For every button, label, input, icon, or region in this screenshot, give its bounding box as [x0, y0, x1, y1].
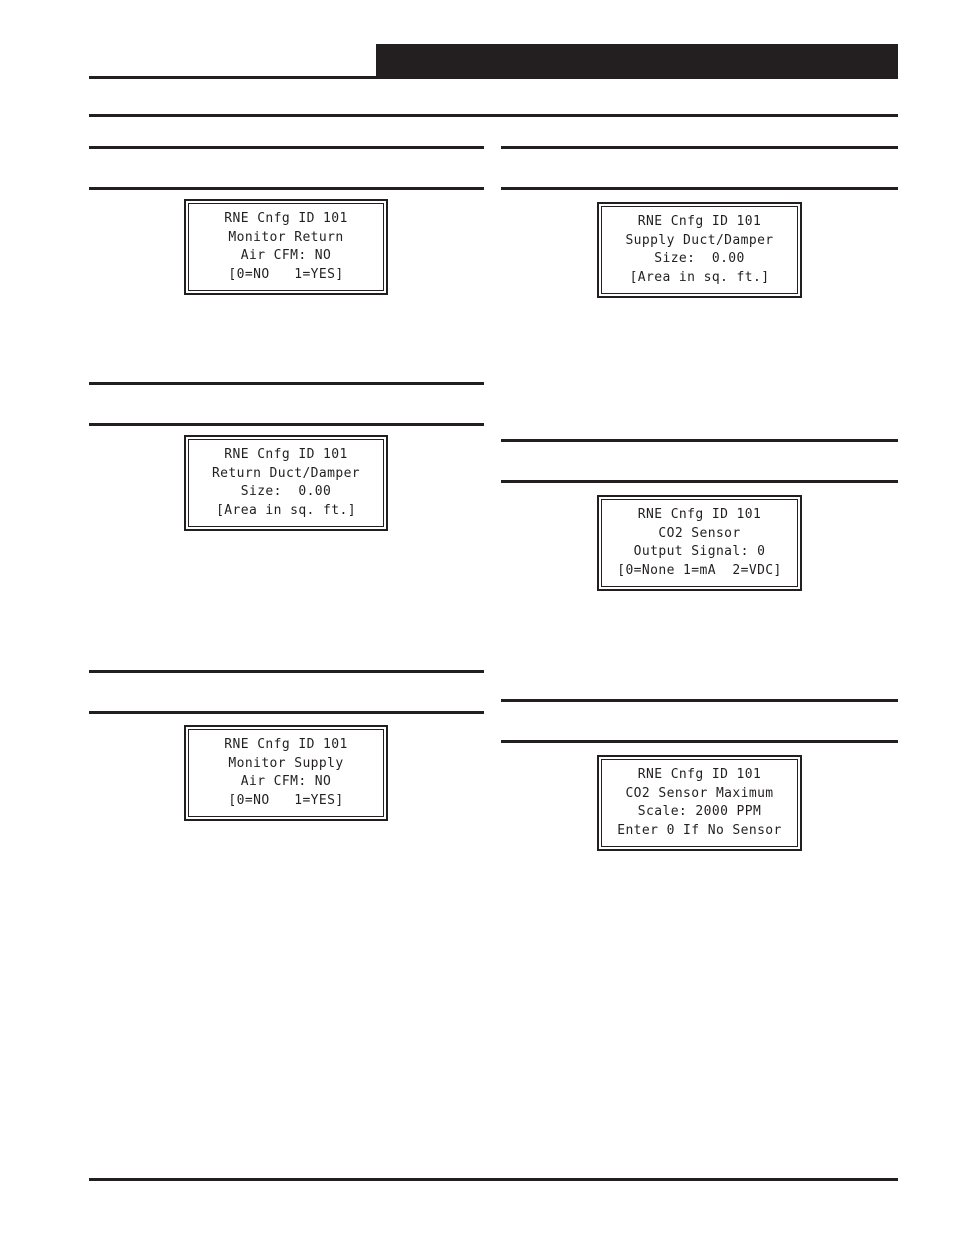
lcd-line: [0=NO 1=YES] [228, 792, 344, 808]
lcd-line: RNE Cnfg ID 101 [637, 507, 762, 522]
right-rule-3a [501, 699, 898, 702]
lcd-line: [0=None 1=mA 2=VDC] [617, 562, 782, 578]
lcd-line: Size: 0.00 [240, 484, 332, 499]
right-rule-1a [501, 146, 898, 149]
right-rule-3b [501, 740, 898, 743]
header-bar [376, 44, 898, 79]
lcd-line: Enter 0 If No Sensor [617, 822, 782, 838]
lcd-line: RNE Cnfg ID 101 [637, 214, 762, 229]
lcd-line: [Area in sq. ft.] [629, 269, 770, 285]
lcd-line: Return Duct/Damper [211, 465, 361, 481]
left-rule-3b [89, 711, 484, 714]
lcd-line: Supply Duct/Damper [625, 232, 774, 248]
lcd-line: RNE Cnfg ID 101 [224, 211, 348, 226]
right-rule-2b [501, 480, 898, 483]
lcd-line: Scale: 2000 PPM [637, 804, 762, 819]
right-rule-2a [501, 439, 898, 442]
right-rule-1b [501, 187, 898, 190]
left-rule-3a [89, 670, 484, 673]
left-rule-1b [89, 187, 484, 190]
lcd-line: Monitor Return [228, 229, 344, 245]
lcd-screen-co2-output [597, 495, 802, 591]
footer-rule [89, 1178, 898, 1181]
lcd-screen-monitor-supply [184, 725, 388, 821]
lcd-screen-co2-max-scale [597, 755, 802, 851]
lcd-line: Monitor Supply [228, 755, 344, 771]
lcd-screen-monitor-return [184, 199, 388, 295]
lcd-line: Size: 0.00 [654, 251, 745, 266]
lcd-line: Air CFM: NO [240, 774, 332, 789]
lcd-line: [Area in sq. ft.] [216, 502, 356, 518]
section-top-rule [89, 114, 898, 117]
left-rule-1a [89, 146, 484, 149]
header-rule [89, 76, 376, 79]
left-rule-2a [89, 382, 484, 385]
lcd-line: CO2 Sensor [658, 525, 741, 541]
lcd-line: RNE Cnfg ID 101 [224, 737, 348, 752]
lcd-line: CO2 Sensor Maximum [625, 785, 774, 801]
lcd-line: Air CFM: NO [240, 248, 332, 263]
left-rule-2b [89, 423, 484, 426]
lcd-screen-supply-duct [597, 202, 802, 298]
lcd-line: RNE Cnfg ID 101 [224, 447, 348, 462]
lcd-screen-return-duct [184, 435, 388, 531]
lcd-line: Output Signal: 0 [633, 544, 766, 559]
lcd-line: RNE Cnfg ID 101 [637, 767, 762, 782]
lcd-line: [0=NO 1=YES] [228, 266, 344, 282]
